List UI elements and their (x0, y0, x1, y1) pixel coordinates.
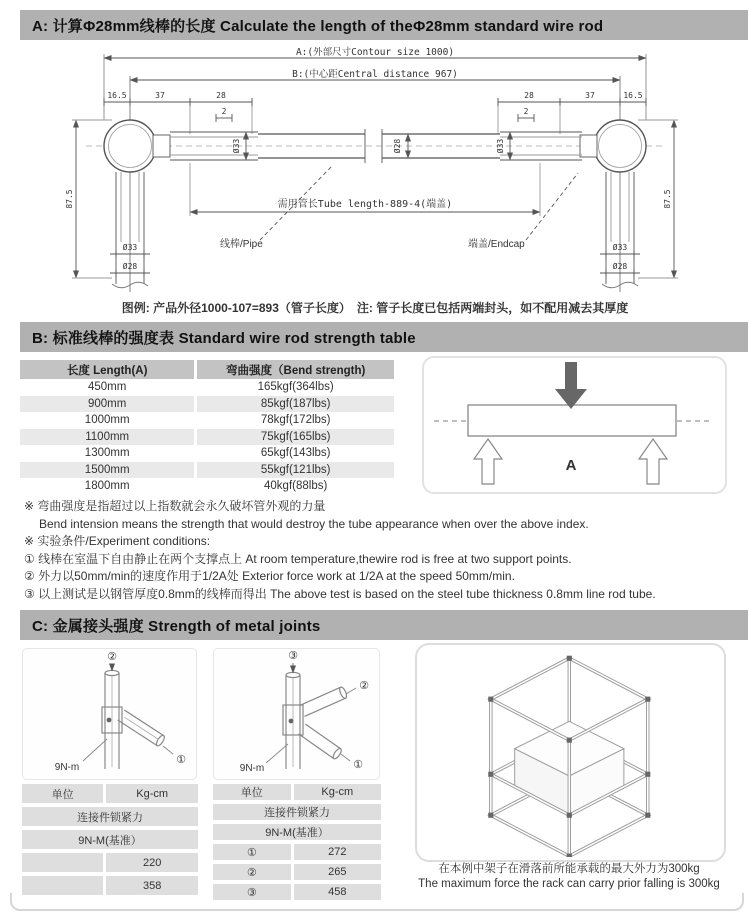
table-row: 1100mm 75kgf(165lbs) (20, 429, 391, 446)
joint2-marker-2: ② (359, 680, 369, 692)
force-down-arrow-icon (555, 362, 587, 409)
base-torque-row: 9N-M(基准） (213, 824, 381, 840)
side-dim-right: 87.5 (663, 189, 672, 209)
rack-caption (408, 862, 730, 892)
wire-rod-technical-drawing (20, 46, 730, 298)
side-dim-left: 87.5 (65, 189, 74, 209)
experiment-notes (24, 498, 740, 603)
dim-2-right: 2 (523, 107, 529, 116)
joint1-torque-label: 9N-m (54, 762, 80, 773)
dim-37-left: 37 (155, 91, 165, 100)
dia33-sleeve-left: Ø33 (232, 138, 241, 154)
strength-table-header-row (20, 360, 391, 379)
table-cell: ① (213, 844, 291, 860)
section-b-title: B: 标准线棒的强度表 Standard wire rod strength table (32, 329, 416, 347)
column-header-length: 长度 Length(A) (20, 360, 194, 379)
unit-value: Kg-cm (106, 784, 198, 803)
dia28-pipe-left: Ø28 (122, 262, 138, 271)
joint1-table (22, 784, 195, 895)
joint2-marker-3: ③ (288, 650, 298, 662)
table-row: 1000mm 78kgf(172lbs) (20, 412, 391, 429)
table-cell: 265 (294, 864, 381, 880)
base-torque-row: 9N-M(基准） (22, 830, 198, 849)
dim-16-5-left: 16.5 (107, 91, 127, 100)
rack-caption-en: The maximum force the rack can carry prior falling is 300kg (418, 878, 720, 890)
dia33-pipe-right: Ø33 (612, 243, 628, 252)
table-cell: ③ (213, 884, 291, 900)
lock-force-row: 连接件锁紧力 (213, 804, 381, 820)
central-dim-label: B:(中心距Central distance 967) (292, 69, 458, 80)
section-c-title: C: 金属接头强度 Strength of metal joints (32, 617, 321, 635)
dia28-pipe-right: Ø28 (612, 262, 628, 271)
table-row: 1300mm 65kgf(143lbs) (20, 445, 391, 462)
unit-label: 单位 (22, 784, 103, 803)
table-cell: 272 (294, 844, 381, 860)
table-cell: 220 (106, 853, 198, 872)
table-row: 450mm 165kgf(364lbs) (20, 379, 391, 396)
joint1-marker-1: ① (176, 754, 186, 766)
span-a-label: A (565, 457, 577, 474)
joint1-marker-2: ② (107, 651, 117, 663)
tube-length-dim-label: 需用管长Tube length-889-4(端盖) (277, 199, 453, 210)
note-line: ※ 弯曲强度是指超过以上指数就会永久破坏管外观的力量 (24, 499, 326, 513)
support-up-arrow-right-icon (639, 439, 667, 484)
column-header-bend-strength: 弯曲强度（Bend strength) (197, 360, 394, 379)
section-a-header (20, 10, 748, 40)
endcap-label: 端盖/Endcap (468, 239, 525, 250)
dim-28-right: 28 (524, 91, 534, 100)
note-line: ※ 实验条件/Experiment conditions: (24, 534, 211, 548)
drawing-caption: 图例: 产品外径1000-107=893（管子长度） 注: 管子长度已包括两端封头，如不配用减去其厚度 (121, 301, 629, 315)
unit-value: Kg-cm (294, 784, 381, 800)
rack-diagram (415, 643, 726, 862)
section-c-header (20, 610, 748, 640)
dim-28-left: 28 (216, 91, 226, 100)
pipe-label: 线棒/Pipe (220, 239, 263, 250)
joint2-torque-label: 9N-m (239, 763, 265, 774)
note-line: Bend intension means the strength that would destroy the tube appearance when over the above index. (39, 516, 589, 531)
dia33-sleeve-right: Ø33 (496, 138, 505, 154)
dia33-pipe-left: Ø33 (122, 243, 138, 252)
note-line: ③ 以上测试是以钢管厚度0.8mm的线棒而得出 The above test is based on the steel tube thickness 0.8mm line rod tube. (24, 586, 656, 601)
dim-2-left: 2 (221, 107, 227, 116)
rack-caption-cn: 在本例中架子在滑落前所能承载的最大外力为300kg (438, 863, 700, 875)
table-cell: 458 (294, 884, 381, 900)
dia28-tube: Ø28 (393, 138, 402, 154)
table-row: 1800mm 40kgf(88lbs) (20, 478, 391, 495)
section-b-header (20, 322, 748, 352)
joint2-marker-1: ① (353, 759, 363, 771)
bend-test-diagram (422, 356, 727, 494)
joint-diagram-1 (22, 648, 197, 780)
dim-16-5-right: 16.5 (623, 91, 643, 100)
note-line: ② 外力以50mm/min的速度作用于1/2A处 Exterior force work at 1/2A at the speed 50mm/min. (24, 569, 515, 583)
contour-dim-label: A:(外部尺寸Contour size 1000) (295, 47, 455, 58)
note-line: ① 线棒在室温下自由静止在两个支撑点上 At room temperature,thewire rod is free at two support points. (24, 551, 572, 566)
table-cell (22, 853, 103, 872)
table-row: 900mm 85kgf(187lbs) (20, 396, 391, 413)
support-up-arrow-left-icon (474, 439, 502, 484)
table-cell: ② (213, 864, 291, 880)
joint-diagram-2 (213, 648, 380, 780)
lock-force-row: 连接件锁紧力 (22, 807, 198, 826)
table-cell: 358 (106, 876, 198, 895)
unit-label: 单位 (213, 784, 291, 800)
section-a-title: A: 计算Φ28mm线棒的长度 Calculate the length of theΦ28mm standard wire rod (32, 17, 604, 35)
strength-table (20, 360, 391, 495)
page-border (10, 893, 744, 911)
joint2-table (213, 784, 378, 900)
table-row: 1500mm 55kgf(121lbs) (20, 462, 391, 479)
dim-37-right: 37 (585, 91, 595, 100)
